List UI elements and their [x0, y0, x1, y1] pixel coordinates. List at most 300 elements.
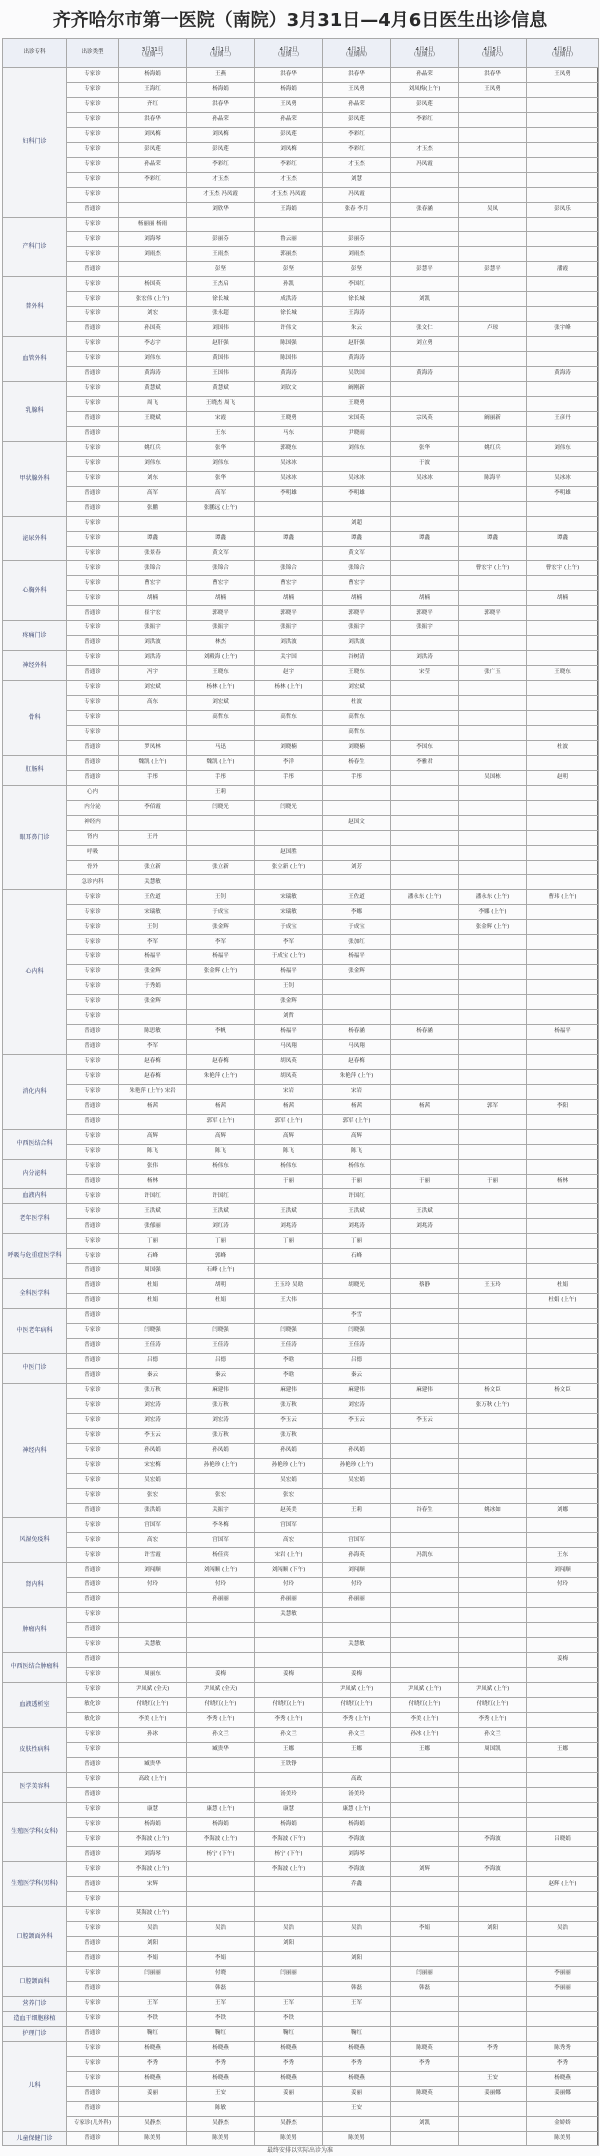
table-row: [3, 1727, 599, 1742]
table-row: [3, 1922, 599, 1937]
doctor-cell: [527, 815, 599, 830]
doctor-cell: 王海涛: [323, 307, 391, 322]
doctor-cell: 石峰: [119, 1249, 187, 1264]
doctor-cell: [527, 1069, 599, 1084]
doctor-cell: 鞠红: [119, 2026, 187, 2041]
doctor-cell: [527, 277, 599, 292]
doctor-cell: [459, 1054, 527, 1069]
doctor-cell: [391, 681, 459, 696]
table-row: [3, 411, 599, 426]
doctor-cell: 康慧 (上午): [187, 1802, 255, 1817]
doctor-cell: 张立新: [187, 860, 255, 875]
doctor-cell: 张锦合: [187, 561, 255, 576]
doctor-cell: 李丽丽: [527, 1982, 599, 1997]
doctor-cell: [527, 1159, 599, 1174]
table-row: [3, 1712, 599, 1727]
doctor-cell: [391, 1189, 459, 1204]
table-row: [3, 1219, 599, 1234]
doctor-cell: 李娜: [323, 905, 391, 920]
doctor-cell: [391, 1518, 459, 1533]
doctor-cell: 潘永东 (上午): [459, 890, 527, 905]
doctor-cell: 付晓红(上午): [459, 1697, 527, 1712]
doctor-cell: [459, 1488, 527, 1503]
doctor-cell: [459, 1039, 527, 1054]
doctor-cell: [459, 546, 527, 561]
doctor-cell: 王娜: [255, 1742, 323, 1757]
doctor-cell: 才玉杰: [391, 142, 459, 157]
doctor-cell: [527, 157, 599, 172]
doctor-cell: [527, 1817, 599, 1832]
doctor-cell: 王海红: [119, 82, 187, 97]
doctor-cell: 姜梅: [323, 1667, 391, 1682]
doctor-cell: 刘凤梅: [187, 127, 255, 142]
doctor-cell: [527, 112, 599, 127]
doctor-cell: [459, 1025, 527, 1040]
doctor-cell: 孙凤娟: [323, 1443, 391, 1458]
doctor-cell: [391, 172, 459, 187]
doctor-cell: 杨伟东: [187, 1159, 255, 1174]
doctor-cell: 孙文兰: [187, 1727, 255, 1742]
doctor-cell: [391, 1488, 459, 1503]
doctor-cell: 刘伟东: [187, 456, 255, 471]
table-row: [3, 1114, 599, 1129]
doctor-cell: [527, 621, 599, 636]
visit-type: 专家诊: [67, 1054, 119, 1069]
doctor-cell: 陈国伟: [255, 352, 323, 367]
doctor-cell: 尹凤斌 (全天): [119, 1682, 187, 1697]
doctor-cell: 关慧敏: [119, 1638, 187, 1653]
doctor-cell: [323, 1428, 391, 1443]
doctor-cell: 赵肝强: [323, 337, 391, 352]
doctor-cell: 谭鑫: [119, 531, 187, 546]
doctor-cell: 张金辉: [323, 965, 391, 980]
doctor-cell: [459, 2011, 527, 2026]
table-row: [3, 576, 599, 591]
doctor-cell: 孙文兰: [255, 1727, 323, 1742]
visit-type: 专家诊: [67, 651, 119, 666]
doctor-cell: [391, 830, 459, 845]
doctor-cell: 刘殿海 (上午): [187, 651, 255, 666]
doctor-cell: 王玉玲: [459, 1279, 527, 1294]
doctor-cell: [527, 1847, 599, 1862]
doctor-cell: 手彤: [323, 770, 391, 785]
doctor-cell: 黄海涛: [527, 367, 599, 382]
doctor-cell: 胡楠: [323, 591, 391, 606]
doctor-cell: 于丽: [323, 1174, 391, 1189]
doctor-cell: [391, 710, 459, 725]
doctor-cell: [459, 1787, 527, 1802]
table-row: [3, 1294, 599, 1309]
doctor-cell: 王佐道: [323, 890, 391, 905]
doctor-cell: [391, 2101, 459, 2116]
doctor-cell: 彭丽芬: [323, 232, 391, 247]
doctor-cell: [527, 1757, 599, 1772]
doctor-cell: 李娜 (上午): [459, 905, 527, 920]
table-row: [3, 591, 599, 606]
doctor-cell: 杨海娟: [187, 82, 255, 97]
doctor-cell: 张春 李月: [323, 202, 391, 217]
doctor-cell: 刘宏涛: [119, 1413, 187, 1428]
doctor-cell: 张金辉: [119, 995, 187, 1010]
doctor-cell: 姚红兵: [119, 441, 187, 456]
doctor-cell: 孙丽丽: [255, 1593, 323, 1608]
doctor-cell: 赵肝强: [187, 337, 255, 352]
doctor-cell: [391, 905, 459, 920]
doctor-cell: [323, 995, 391, 1010]
doctor-cell: 刘洪波: [255, 636, 323, 651]
doctor-cell: 杨春生: [323, 755, 391, 770]
doctor-cell: 张宇峰: [527, 322, 599, 337]
doctor-cell: [255, 725, 323, 740]
doctor-cell: 洪春华: [255, 68, 323, 83]
doctor-cell: [527, 1129, 599, 1144]
doctor-cell: [459, 1368, 527, 1383]
visit-type: 普通诊: [67, 322, 119, 337]
day-date: 4月6日: [553, 46, 572, 53]
doctor-cell: [459, 307, 527, 322]
doctor-cell: 汤美玲: [255, 1787, 323, 1802]
table-row: [3, 1697, 599, 1712]
doctor-cell: 孙晶荣: [391, 68, 459, 83]
doctor-cell: 张振宇: [323, 621, 391, 636]
doctor-cell: 吴静杰: [187, 2116, 255, 2131]
table-row: [3, 531, 599, 546]
doctor-cell: [527, 1623, 599, 1638]
visit-type: 普通诊: [67, 1339, 119, 1354]
doctor-cell: [119, 1114, 187, 1129]
doctor-cell: [459, 2116, 527, 2131]
table-row: [3, 920, 599, 935]
doctor-cell: 杜波: [323, 696, 391, 711]
doctor-cell: 张鹏: [119, 501, 187, 516]
doctor-cell: 陈飞: [187, 1144, 255, 1159]
doctor-cell: 孙冰 (上午): [391, 1727, 459, 1742]
doctor-cell: 王凤勇: [323, 82, 391, 97]
doctor-cell: 彭凤乐: [527, 202, 599, 217]
visit-type: 专家诊: [67, 1010, 119, 1025]
doctor-cell: [119, 1653, 187, 1668]
doctor-cell: [527, 755, 599, 770]
doctor-cell: 高政 (上午): [119, 1772, 187, 1787]
doctor-cell: 刘海琴: [119, 1847, 187, 1862]
doctor-cell: [527, 1458, 599, 1473]
doctor-cell: 赵辉 (上午): [527, 1877, 599, 1892]
table-row: [3, 2026, 599, 2041]
visit-type: 专家诊: [67, 681, 119, 696]
schedule-table: [2, 38, 599, 2146]
doctor-cell: 陈海平: [459, 471, 527, 486]
doctor-cell: [527, 920, 599, 935]
doctor-cell: 王晓东: [323, 666, 391, 681]
doctor-cell: 宋辉: [119, 1877, 187, 1892]
doctor-cell: [255, 501, 323, 516]
doctor-cell: [527, 187, 599, 202]
doctor-cell: 刘超: [323, 516, 391, 531]
doctor-cell: [459, 1413, 527, 1428]
doctor-cell: 于丽: [459, 1174, 527, 1189]
table-row: [3, 785, 599, 800]
visit-type: 专家诊: [67, 516, 119, 531]
doctor-cell: 张振宇: [119, 621, 187, 636]
doctor-cell: 宗凤英: [391, 411, 459, 426]
table-row: [3, 157, 599, 172]
doctor-cell: [459, 127, 527, 142]
doctor-cell: [119, 725, 187, 740]
doctor-cell: 李彩红: [187, 157, 255, 172]
doctor-cell: 李秀: [527, 2056, 599, 2071]
table-row: [3, 1084, 599, 1099]
doctor-cell: 刘洪波: [119, 636, 187, 651]
doctor-cell: 李秀: [255, 2056, 323, 2071]
doctor-cell: 洪春华: [323, 68, 391, 83]
doctor-cell: 黄文军: [323, 546, 391, 561]
doctor-cell: 李明雄: [323, 486, 391, 501]
page-title: 齐齐哈尔市第一医院（南院）3月31日—4月6日医生出诊信息: [52, 10, 548, 31]
doctor-cell: 杨林 (上午): [187, 681, 255, 696]
doctor-cell: 李晗: [255, 1368, 323, 1383]
doctor-cell: [187, 1608, 255, 1623]
doctor-cell: 手彤: [255, 770, 323, 785]
visit-type: 普通诊: [67, 1653, 119, 1668]
doctor-cell: [391, 1054, 459, 1069]
header-day: [527, 39, 599, 68]
doctor-cell: [187, 516, 255, 531]
doctor-cell: 姚冰如: [459, 1503, 527, 1518]
table-row: [3, 1174, 599, 1189]
doctor-cell: [459, 1937, 527, 1952]
doctor-cell: [527, 1712, 599, 1727]
doctor-cell: [459, 1324, 527, 1339]
doctor-cell: 康慧 (上午): [323, 1802, 391, 1817]
visit-type: 专家诊: [67, 1458, 119, 1473]
doctor-cell: [527, 1204, 599, 1219]
doctor-cell: 杨福平: [323, 950, 391, 965]
doctor-cell: [459, 1533, 527, 1548]
doctor-cell: 曹玮 (上午): [527, 890, 599, 905]
day-weekday: （星期六）: [478, 52, 507, 58]
doctor-cell: 李海波: [323, 1832, 391, 1847]
doctor-cell: 赵春梅: [323, 1054, 391, 1069]
dept-name: 造血干细胞移植: [3, 2011, 67, 2026]
doctor-cell: [527, 1234, 599, 1249]
table-row: [3, 1234, 599, 1249]
doctor-cell: [527, 636, 599, 651]
doctor-cell: [391, 1234, 459, 1249]
dept-name: 营养门诊: [3, 1996, 67, 2011]
table-row: [3, 1458, 599, 1473]
doctor-cell: [119, 1982, 187, 1997]
doctor-cell: [323, 830, 391, 845]
doctor-cell: [527, 1219, 599, 1234]
doctor-cell: 鞠红: [323, 2026, 391, 2041]
doctor-cell: [459, 396, 527, 411]
doctor-cell: 高军: [187, 486, 255, 501]
visit-type: 普通诊: [67, 755, 119, 770]
doctor-cell: 许伟文: [255, 322, 323, 337]
doctor-cell: [391, 232, 459, 247]
doctor-cell: 孙文兰: [323, 1727, 391, 1742]
visit-type: 专家诊: [67, 1667, 119, 1682]
doctor-cell: 李国东: [391, 740, 459, 755]
doctor-cell: [187, 995, 255, 1010]
table-row: [3, 1069, 599, 1084]
doctor-cell: [459, 830, 527, 845]
doctor-cell: 杨海娟: [255, 82, 323, 97]
visit-type: 专家诊: [67, 277, 119, 292]
table-row: [3, 262, 599, 277]
doctor-cell: 杨宁 (下午): [187, 1847, 255, 1862]
doctor-cell: 闫丽丽: [119, 1967, 187, 1982]
table-row: [3, 352, 599, 367]
doctor-cell: 李雪: [323, 1309, 391, 1324]
doctor-cell: 王佳涛: [255, 1339, 323, 1354]
doctor-cell: 张金辉: [119, 965, 187, 980]
table-row: [3, 1309, 599, 1324]
visit-type: 急诊内科: [67, 875, 119, 890]
dept-name: 生殖医学科(男科): [3, 1862, 67, 1907]
doctor-cell: [527, 1084, 599, 1099]
doctor-cell: 吴铁国: [323, 367, 391, 382]
doctor-cell: 刘兆涛: [391, 1219, 459, 1234]
dept-name: 眼耳鼻门诊: [3, 785, 67, 890]
visit-type: 专家诊: [67, 172, 119, 187]
table-row: [3, 800, 599, 815]
visit-type: 专家诊: [67, 546, 119, 561]
table-row: [3, 112, 599, 127]
doctor-cell: 洪春华: [187, 97, 255, 112]
visit-type: 普通诊: [67, 1787, 119, 1802]
doctor-cell: 孙晶荣: [119, 157, 187, 172]
doctor-cell: 吕德: [323, 1353, 391, 1368]
table-row: [3, 292, 599, 307]
doctor-cell: 王晓勇: [323, 396, 391, 411]
doctor-cell: [459, 112, 527, 127]
doctor-cell: [391, 1578, 459, 1593]
doctor-cell: [391, 1892, 459, 1907]
doctor-cell: [323, 800, 391, 815]
doctor-cell: 杨海娟: [119, 68, 187, 83]
doctor-cell: 陈飞: [323, 1144, 391, 1159]
doctor-cell: 杜娟 (上午): [527, 1294, 599, 1309]
doctor-cell: 朱艳萍 (上午) 宋岩: [119, 1084, 187, 1099]
doctor-cell: [527, 1039, 599, 1054]
doctor-cell: 丁丽: [187, 1234, 255, 1249]
doctor-cell: 李秀: [187, 2056, 255, 2071]
doctor-cell: 李海波 (上午): [255, 1862, 323, 1877]
doctor-cell: 宋岩: [323, 1084, 391, 1099]
doctor-cell: 胡晓光: [323, 1279, 391, 1294]
doctor-cell: 王晓东: [527, 666, 599, 681]
dept-name: 口腔颌面外科: [3, 1907, 67, 1967]
doctor-cell: [459, 1907, 527, 1922]
doctor-cell: [323, 2116, 391, 2131]
table-row: [3, 755, 599, 770]
visit-type: 专家诊: [67, 1533, 119, 1548]
visit-type: 专家诊: [67, 1249, 119, 1264]
doctor-cell: 刘洪波: [323, 636, 391, 651]
dept-name: 中西医结合肿瘤科: [3, 1653, 67, 1683]
dept-name: 肿瘤内科: [3, 1608, 67, 1653]
doctor-cell: 刘凤梅: [119, 127, 187, 142]
table-row: [3, 2041, 599, 2056]
doctor-cell: [323, 1967, 391, 1982]
doctor-cell: [323, 1937, 391, 1952]
table-row: [3, 1862, 599, 1877]
doctor-cell: 康慧: [119, 1802, 187, 1817]
doctor-cell: 李秀: [119, 2056, 187, 2071]
table-row: [3, 875, 599, 890]
doctor-cell: 吴浩: [527, 1922, 599, 1937]
doctor-cell: 陈晓英: [391, 2086, 459, 2101]
doctor-cell: 于成宝: [323, 920, 391, 935]
doctor-cell: 彭坚: [255, 262, 323, 277]
doctor-cell: [391, 1847, 459, 1862]
doctor-cell: 闫晓光: [187, 800, 255, 815]
doctor-cell: 李秀: [459, 2041, 527, 2056]
doctor-cell: [187, 1084, 255, 1099]
doctor-cell: [323, 1518, 391, 1533]
visit-type: 专家诊: [67, 980, 119, 995]
doctor-cell: 冯凤霞: [391, 157, 459, 172]
doctor-cell: 秦云: [323, 1368, 391, 1383]
doctor-cell: [119, 1309, 187, 1324]
doctor-cell: 李明雄: [527, 486, 599, 501]
doctor-cell: 刘闯顺: [323, 1563, 391, 1578]
doctor-cell: [119, 845, 187, 860]
visit-type: 神经内: [67, 815, 119, 830]
doctor-cell: [459, 157, 527, 172]
doctor-cell: [459, 1817, 527, 1832]
doctor-cell: 彭凤莲: [187, 142, 255, 157]
day-date: 4月5日: [483, 46, 502, 53]
table-row: [3, 1398, 599, 1413]
doctor-cell: [255, 1982, 323, 1997]
doctor-cell: 周飞: [119, 396, 187, 411]
doctor-cell: 刘娜: [527, 1503, 599, 1518]
doctor-cell: 杨海娟: [323, 1817, 391, 1832]
table-row: [3, 995, 599, 1010]
table-row: [3, 322, 599, 337]
doctor-cell: [119, 785, 187, 800]
doctor-cell: 郭晓平: [255, 606, 323, 621]
doctor-cell: [255, 516, 323, 531]
doctor-cell: 孙凤娟: [119, 1443, 187, 1458]
doctor-cell: 周国凯: [459, 1742, 527, 1757]
doctor-cell: 王佐道: [119, 890, 187, 905]
doctor-cell: [459, 1159, 527, 1174]
doctor-cell: 张立新: [119, 860, 187, 875]
table-row: [3, 1159, 599, 1174]
doctor-cell: [187, 845, 255, 860]
visit-type: 普通诊: [67, 666, 119, 681]
visit-type: 普通诊: [67, 606, 119, 621]
dept-name: 普外科: [3, 277, 67, 337]
table-row: [3, 172, 599, 187]
doctor-cell: [527, 426, 599, 441]
doctor-cell: [527, 710, 599, 725]
doctor-cell: 杨丽丽 杨雨: [119, 217, 187, 232]
doctor-cell: [527, 905, 599, 920]
doctor-cell: 冯宇: [119, 666, 187, 681]
doctor-cell: 徐长城: [323, 292, 391, 307]
doctor-cell: [187, 1757, 255, 1772]
doctor-cell: [459, 1593, 527, 1608]
visit-type: 专家诊: [67, 561, 119, 576]
visit-type: 专家诊: [67, 1428, 119, 1443]
doctor-cell: 于丽: [391, 1174, 459, 1189]
doctor-cell: [391, 307, 459, 322]
doctor-cell: 刘凯: [391, 292, 459, 307]
